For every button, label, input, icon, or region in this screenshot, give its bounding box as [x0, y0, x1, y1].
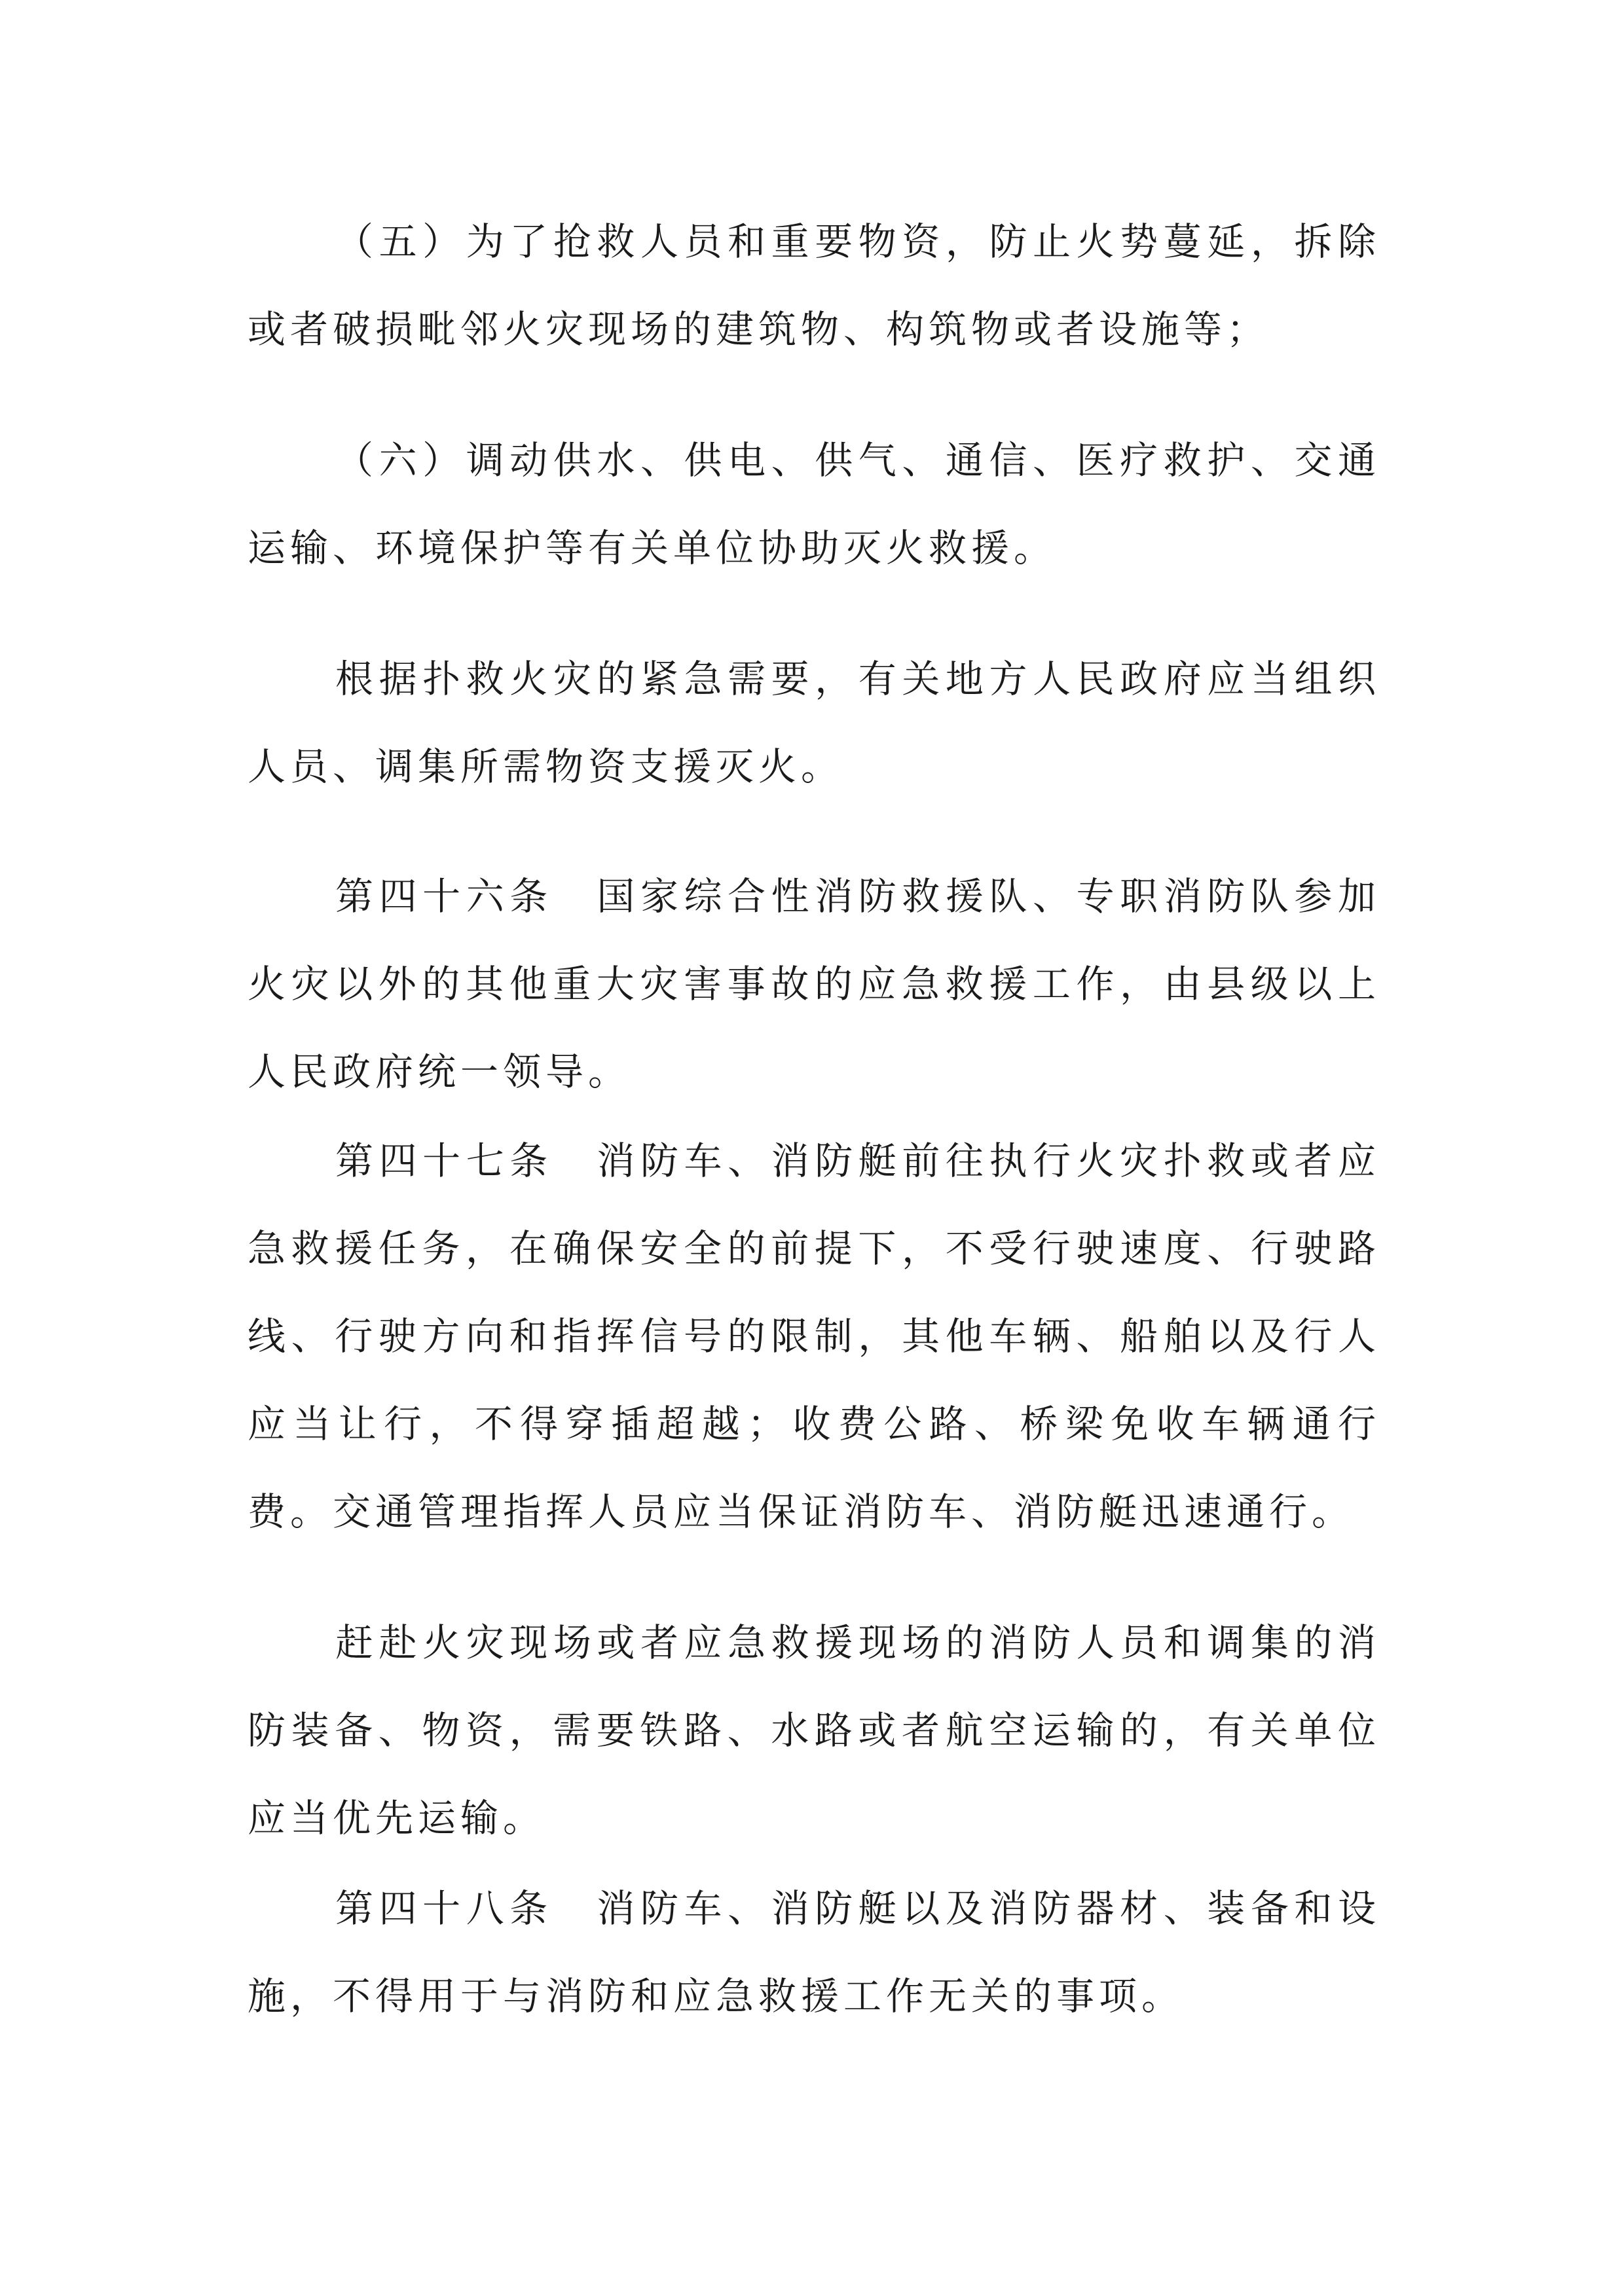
paragraph-item-6: （六）调动供水、供电、供气、通信、医疗救护、交通运输、环境保护等有关单位协助灭火救援。	[248, 438, 1380, 570]
paragraph-article-46: 第四十六条 国家综合性消防救援队、专职消防队参加火灾以外的其他重大灾害事故的应急救援工作，由县级以上人民政府统一领导。	[248, 874, 1380, 1094]
paragraph-article-48: 第四十八条 消防车、消防艇以及消防器材、装备和设施，不得用于与消防和应急救援工作无关的事项。	[248, 1886, 1380, 2018]
paragraph-item-5: （五）为了抢救人员和重要物资，防止火势蔓延，拆除或者破损毗邻火灾现场的建筑物、构筑物或者设施等；	[248, 219, 1380, 352]
paragraph-emergency-support: 根据扑救火灾的紧急需要，有关地方人民政府应当组织人员、调集所需物资支援灭火。	[248, 657, 1380, 789]
paragraph-article-47: 第四十七条 消防车、消防艇前往执行火灾扑救或者应急救援任务，在确保安全的前提下，不受行驶速度、行驶路线、行驶方向和指挥信号的限制，其他车辆、船舶以及行人应当让行，不得穿插超越；收费公路、桥梁免收车辆通行费。交通管理指挥人员应当保证消防车、消防艇迅速通行。	[248, 1139, 1380, 1534]
paragraph-priority-transport: 赶赴火灾现场或者应急救援现场的消防人员和调集的消防装备、物资，需要铁路、水路或者航空运输的，有关单位应当优先运输。	[248, 1620, 1380, 1840]
